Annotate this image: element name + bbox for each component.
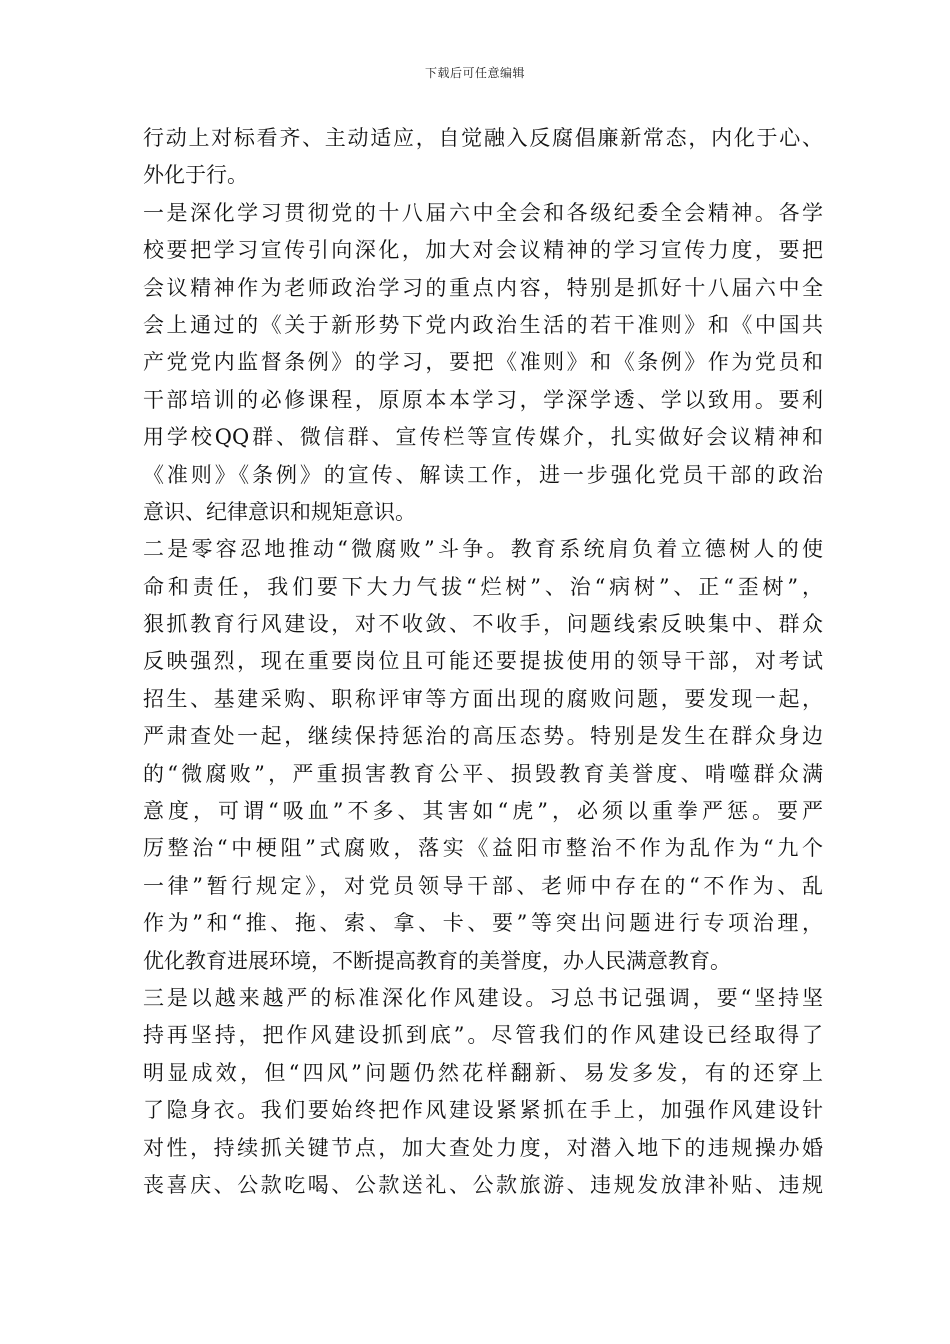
text-line: 行动上对标看齐、主动适应，自觉融入反腐倡廉新常态，内化于心、: [143, 126, 823, 150]
text-line: 意度，可谓“吸血”不多、其害如“虎”，必须以重拳严惩。要严: [143, 799, 823, 824]
text-line: 外化于行。: [143, 163, 248, 188]
text-line: 了隐身衣。我们要始终把作风建设紧紧抓在手上，加强作风建设针: [143, 1098, 823, 1123]
text-line: 《准则》《条例》的宣传、解读工作，进一步强化党员干部的政治: [143, 462, 823, 487]
text-line: 持再坚持，把作风建设抓到底”。尽管我们的作风建设已经取得了: [143, 1023, 823, 1048]
text-line: 干部培训的必修课程，原原本本学习，学深学透、学以致用。要利: [143, 387, 823, 412]
text-line: 一律”暂行规定》，对党员领导干部、老师中存在的“不作为、乱: [143, 873, 823, 898]
text-line: 一是深化学习贯彻党的十八届六中全会和各级纪委全会精神。各学: [143, 200, 823, 225]
text-line: 二是零容忍地推动“微腐败”斗争。教育系统肩负着立德树人的使: [143, 537, 823, 562]
text-line: 招生、基建采购、职称评审等方面出现的腐败问题，要发现一起，: [143, 686, 823, 711]
text-line: 用学校QQ群、微信群、宣传栏等宣传媒介，扎实做好会议精神和: [143, 425, 823, 450]
text-line: 会上通过的《关于新形势下党内政治生活的若干准则》和《中国共: [143, 312, 823, 337]
text-line: 作为”和“推、拖、索、拿、卡、要”等突出问题进行专项治理，: [143, 911, 823, 936]
text-line: 三是以越来越严的标准深化作风建设。习总书记强调，要“坚持坚: [143, 985, 823, 1010]
text-line: 反映强烈，现在重要岗位且可能还要提拔使用的领导干部，对考试: [143, 649, 823, 674]
text-line: 厉整治“中梗阻”式腐败，落实《益阳市整治不作为乱作为“九个: [143, 836, 823, 861]
text-line: 狠抓教育行风建设，对不收敛、不收手，问题线索反映集中、群众: [143, 612, 823, 637]
text-line: 会议精神作为老师政治学习的重点内容，特别是抓好十八届六中全: [143, 275, 823, 300]
text-line: 校要把学习宣传引向深化，加大对会议精神的学习宣传力度，要把: [143, 238, 823, 263]
text-line: 的“微腐败”，严重损害教育公平、损毁教育美誉度、啃噬群众满: [143, 761, 823, 786]
document-body: [143, 120, 823, 1204]
text-line: 命和责任，我们要下大力气拔“烂树”、治“病树”、正“歪树”，: [143, 574, 823, 599]
text-line: 严肃查处一起，继续保持惩治的高压态势。特别是发生在群众身边: [143, 724, 823, 749]
text-line: 意识、纪律意识和规矩意识。: [143, 499, 416, 524]
text-line: 明显成效，但“四风”问题仍然花样翻新、易发多发，有的还穿上: [143, 1060, 823, 1085]
text-line: 对性，持续抓关键节点，加大查处力度，对潜入地下的违规操办婚: [143, 1135, 823, 1160]
text-line: 优化教育进展环境，不断提高教育的美誉度，办人民满意教育。: [143, 948, 731, 973]
text-line: 产党党内监督条例》的学习，要把《准则》和《条例》作为党员和: [143, 350, 823, 375]
text-line: 丧喜庆、公款吃喝、公款送礼、公款旅游、违规发放津补贴、违规: [143, 1172, 823, 1197]
page-header: 下载后可任意编辑: [424, 66, 525, 80]
